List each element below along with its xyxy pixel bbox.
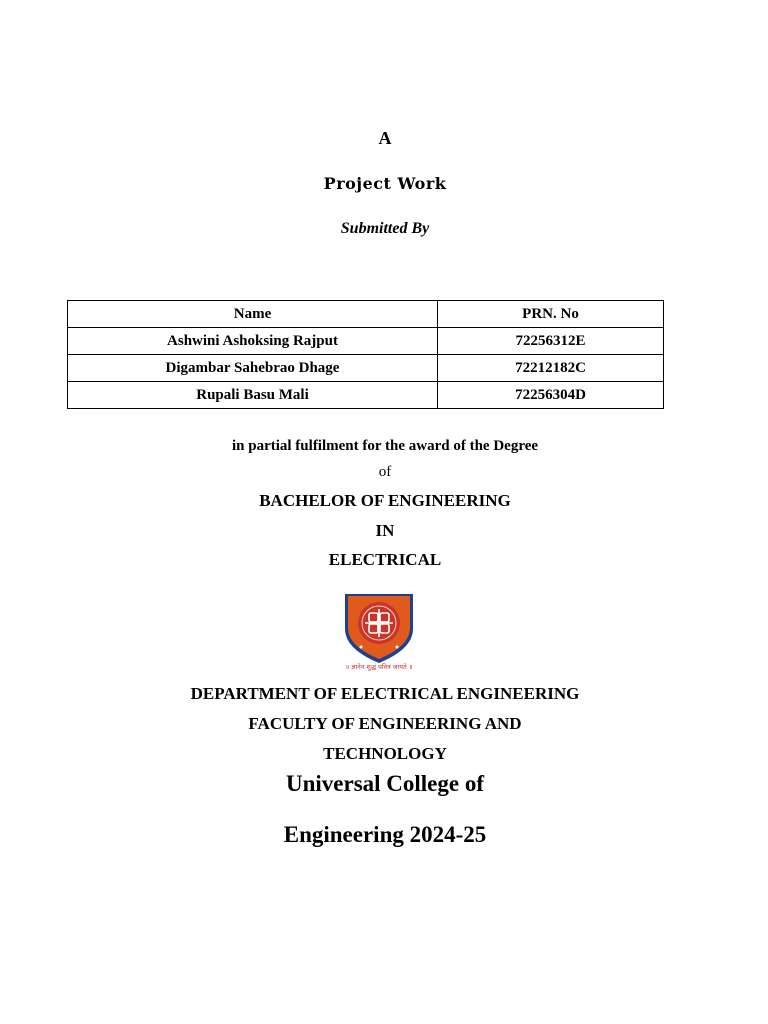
table-row <box>68 328 664 355</box>
table-header-row <box>68 301 664 328</box>
member-prn: 72256312E <box>438 328 664 355</box>
college-name-line-1: Universal College of <box>285 771 484 796</box>
fulfilment-text: in partial fulfilment for the award of the Degree <box>231 438 539 454</box>
column-header-name: Name <box>68 301 438 328</box>
emblem-pattern <box>365 609 393 637</box>
college-logo <box>331 591 427 671</box>
member-name: Rupali Basu Mali <box>68 382 438 409</box>
faculty-line-2: TECHNOLOGY <box>323 744 447 763</box>
faculty-line-1: FACULTY OF ENGINEERING AND <box>248 714 522 733</box>
college-name-line-2: Engineering 2024-25 <box>283 822 487 847</box>
member-name: Digambar Sahebrao Dhage <box>68 355 438 382</box>
member-name: Ashwini Ashoksing Rajput <box>68 328 438 355</box>
degree-name: BACHELOR OF ENGINEERING <box>259 491 511 510</box>
member-prn: 72256304D <box>438 382 664 409</box>
project-title: Project Work <box>323 174 447 193</box>
title-article: A <box>378 128 392 148</box>
member-prn: 72212182C <box>438 355 664 382</box>
of-text: of <box>378 464 392 480</box>
in-text: IN <box>375 521 395 540</box>
department-name: DEPARTMENT OF ELECTRICAL ENGINEERING <box>190 684 580 703</box>
logo-motto: ॥ ज्ञानेन शुद्धं पवित्रं जायते ॥ <box>345 663 413 671</box>
column-header-prn: PRN. No <box>438 301 664 328</box>
branch-name: ELECTRICAL <box>328 550 442 569</box>
table-row <box>68 355 664 382</box>
submitted-by-label: Submitted By <box>340 220 430 237</box>
table-row <box>68 382 664 409</box>
members-table <box>67 300 664 409</box>
